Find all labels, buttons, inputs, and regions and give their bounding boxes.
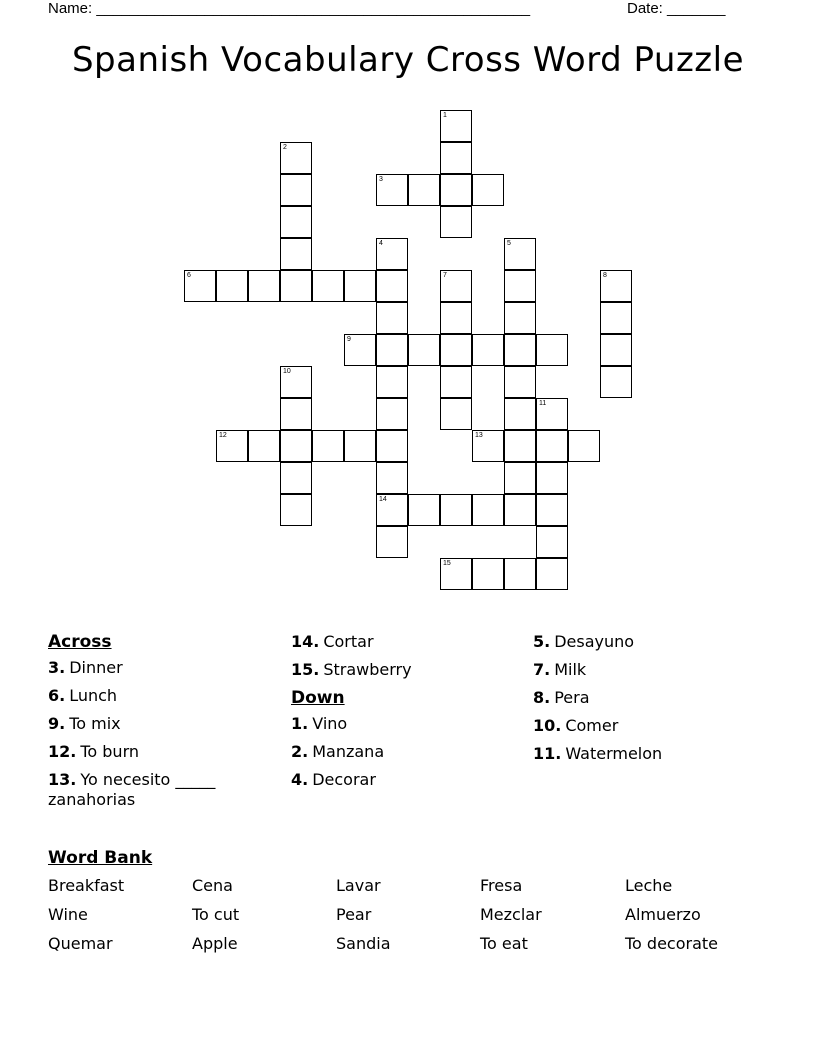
clue-number: 15: [443, 560, 451, 567]
grid-cell[interactable]: [440, 334, 472, 366]
clue-num: 9.: [48, 714, 66, 733]
grid-cell[interactable]: [536, 462, 568, 494]
clue-number: 13: [475, 432, 483, 439]
grid-cell[interactable]: [504, 398, 536, 430]
grid-cell[interactable]: [376, 238, 408, 270]
grid-cell[interactable]: [376, 398, 408, 430]
grid-cell[interactable]: [440, 174, 472, 206]
word-bank-item: Wine: [48, 905, 88, 924]
grid-cell[interactable]: [600, 270, 632, 302]
word-bank-item: Apple: [192, 934, 238, 953]
clue-num: 15.: [291, 660, 320, 679]
grid-cell[interactable]: [440, 558, 472, 590]
clue-item: [291, 770, 521, 790]
word-bank-item: Fresa: [480, 876, 523, 895]
clue-num: 3.: [48, 658, 66, 677]
name-field: Name: ____________________________________________________: [48, 0, 531, 17]
clue-num: 13.: [48, 770, 77, 789]
clue-num: 12.: [48, 742, 77, 761]
grid-cell[interactable]: [376, 366, 408, 398]
clue-item: [533, 660, 763, 680]
grid-cell[interactable]: [344, 430, 376, 462]
grid-cell[interactable]: [408, 334, 440, 366]
grid-cell[interactable]: [440, 206, 472, 238]
across-clues: [48, 632, 278, 818]
clue-num: 6.: [48, 686, 66, 705]
clue-text: Dinner: [69, 658, 123, 677]
down-heading: Down: [291, 688, 345, 708]
clue-number: 9: [347, 336, 351, 343]
grid-cell[interactable]: [376, 270, 408, 302]
grid-cell[interactable]: [536, 430, 568, 462]
grid-cell[interactable]: [408, 494, 440, 526]
grid-cell[interactable]: [472, 494, 504, 526]
grid-cell[interactable]: [184, 270, 216, 302]
grid-cell[interactable]: [536, 334, 568, 366]
grid-cell[interactable]: [248, 430, 280, 462]
grid-cell[interactable]: [248, 270, 280, 302]
clue-item: [48, 714, 278, 734]
grid-cell[interactable]: [280, 206, 312, 238]
grid-cell[interactable]: [376, 462, 408, 494]
clue-text: Vino: [312, 714, 348, 733]
grid-cell[interactable]: [280, 174, 312, 206]
grid-cell[interactable]: [504, 366, 536, 398]
clue-item: [291, 632, 521, 652]
grid-cell[interactable]: [216, 430, 248, 462]
clue-text: Lunch: [69, 686, 118, 705]
grid-cell[interactable]: [280, 462, 312, 494]
grid-cell[interactable]: [536, 558, 568, 590]
clue-num: 1.: [291, 714, 309, 733]
word-bank-item: Breakfast: [48, 876, 125, 895]
word-bank-item: To decorate: [625, 934, 719, 953]
grid-cell[interactable]: [600, 366, 632, 398]
grid-cell[interactable]: [312, 430, 344, 462]
word-bank-heading: Word Bank: [48, 848, 153, 868]
clue-num: 2.: [291, 742, 309, 761]
clue-number: 2: [283, 144, 287, 151]
grid-cell[interactable]: [504, 238, 536, 270]
clue-num: 14.: [291, 632, 320, 651]
clue-text: Cortar: [323, 632, 374, 651]
clue-text: To mix: [69, 714, 121, 733]
clue-item: [533, 632, 763, 652]
grid-cell[interactable]: [472, 174, 504, 206]
grid-cell[interactable]: [472, 558, 504, 590]
clue-number: 14: [379, 496, 387, 503]
clue-text: Pera: [554, 688, 590, 707]
grid-cell[interactable]: [536, 494, 568, 526]
grid-cell[interactable]: [440, 398, 472, 430]
grid-cell[interactable]: [376, 334, 408, 366]
grid-cell[interactable]: [440, 494, 472, 526]
grid-cell[interactable]: [376, 174, 408, 206]
clue-text: To burn: [80, 742, 140, 761]
clue-num: 10.: [533, 716, 562, 735]
word-bank-item: Almuerzo: [625, 905, 701, 924]
word-bank-item: Mezclar: [480, 905, 542, 924]
grid-cell[interactable]: [600, 302, 632, 334]
word-bank-item: To cut: [192, 905, 240, 924]
grid-cell[interactable]: [504, 558, 536, 590]
grid-cell[interactable]: [504, 430, 536, 462]
grid-cell[interactable]: [440, 142, 472, 174]
clue-number: 3: [379, 176, 383, 183]
word-bank-item: Leche: [625, 876, 673, 895]
grid-cell[interactable]: [280, 238, 312, 270]
grid-cell[interactable]: [312, 270, 344, 302]
clue-text: Yo necesito _____ zanahorias: [48, 770, 216, 809]
grid-cell[interactable]: [536, 526, 568, 558]
grid-cell[interactable]: [440, 302, 472, 334]
clue-number: 10: [283, 368, 291, 375]
grid-cell[interactable]: [280, 366, 312, 398]
clue-item: [48, 686, 278, 706]
grid-cell[interactable]: [280, 398, 312, 430]
clue-number: 4: [379, 240, 383, 247]
grid-cell[interactable]: [504, 270, 536, 302]
clue-text: Milk: [554, 660, 587, 679]
grid-cell[interactable]: [280, 270, 312, 302]
clue-text: Desayuno: [554, 632, 635, 651]
grid-cell[interactable]: [504, 462, 536, 494]
clue-text: Watermelon: [565, 744, 663, 763]
date-field: Date: _______: [627, 0, 726, 17]
clue-num: 4.: [291, 770, 309, 789]
word-bank-item: Pear: [336, 905, 372, 924]
puzzle-title: Spanish Vocabulary Cross Word Puzzle: [71, 40, 745, 80]
clue-number: 8: [603, 272, 607, 279]
word-bank-item: To eat: [480, 934, 528, 953]
clue-num: 11.: [533, 744, 562, 763]
clue-item: [48, 658, 278, 678]
clue-number: 5: [507, 240, 511, 247]
clue-item: [291, 742, 521, 762]
clue-number: 6: [187, 272, 191, 279]
across-heading: Across: [48, 632, 112, 652]
grid-cell[interactable]: [216, 270, 248, 302]
grid-cell[interactable]: [440, 270, 472, 302]
grid-cell[interactable]: [280, 430, 312, 462]
grid-cell[interactable]: [440, 110, 472, 142]
clue-column-2: [291, 632, 521, 798]
clue-num: 5.: [533, 632, 551, 651]
grid-cell[interactable]: [568, 430, 600, 462]
clue-number: 12: [219, 432, 227, 439]
clue-item: [533, 744, 763, 764]
grid-cell[interactable]: [280, 494, 312, 526]
clue-number: 7: [443, 272, 447, 279]
word-bank-item: Lavar: [336, 876, 381, 895]
grid-cell[interactable]: [504, 302, 536, 334]
clue-item: [533, 716, 763, 736]
grid-cell[interactable]: [344, 334, 376, 366]
clue-item: [48, 742, 278, 762]
clue-item: [291, 660, 521, 680]
grid-cell[interactable]: [376, 526, 408, 558]
grid-cell[interactable]: [344, 270, 376, 302]
clue-text: Strawberry: [323, 660, 412, 679]
grid-cell[interactable]: [504, 334, 536, 366]
grid-cell[interactable]: [376, 430, 408, 462]
grid-cell[interactable]: [600, 334, 632, 366]
clue-num: 7.: [533, 660, 551, 679]
clue-text: Comer: [565, 716, 619, 735]
grid-cell[interactable]: [376, 494, 408, 526]
grid-cell[interactable]: [472, 334, 504, 366]
clue-number: 11: [539, 400, 547, 407]
grid-cell[interactable]: [408, 174, 440, 206]
down-clues-cont: [533, 632, 763, 772]
clue-num: 8.: [533, 688, 551, 707]
grid-cell[interactable]: [504, 494, 536, 526]
grid-cell[interactable]: [472, 430, 504, 462]
clue-text: Decorar: [312, 770, 376, 789]
grid-cell[interactable]: [376, 302, 408, 334]
word-bank-item: Sandia: [336, 934, 391, 953]
clue-number: 1: [443, 112, 447, 119]
clue-item: [291, 714, 521, 734]
clue-item: [48, 770, 278, 810]
word-bank-item: Cena: [192, 876, 233, 895]
grid-cell[interactable]: [440, 366, 472, 398]
clue-text: Manzana: [312, 742, 385, 761]
clue-item: [533, 688, 763, 708]
grid-cell[interactable]: [536, 398, 568, 430]
word-bank-item: Quemar: [48, 934, 113, 953]
grid-cell[interactable]: [280, 142, 312, 174]
